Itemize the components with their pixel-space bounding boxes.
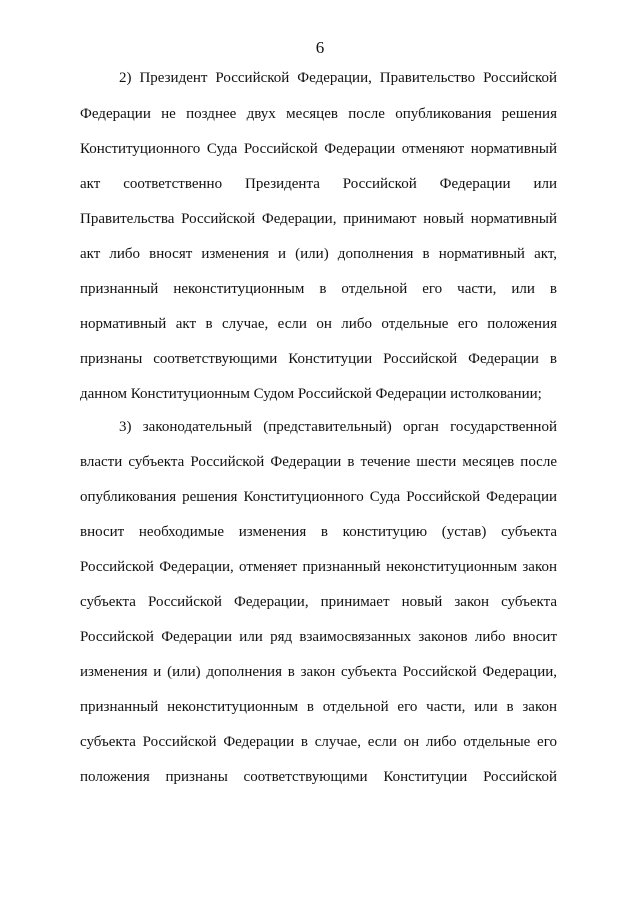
text-line: данном Конституционным Судом Российской Федерации истолковании; <box>80 386 542 402</box>
text-line: субъекта Российской Федерации, принимает новый закон субъекта <box>80 594 557 610</box>
text-line: изменения и (или) дополнения в закон субъекта Российской Федерации, <box>80 664 557 680</box>
text-line: Правительства Российской Федерации, принимают новый нормативный <box>80 211 557 227</box>
text-line: власти субъекта Российской Федерации в течение шести месяцев после <box>80 454 557 470</box>
text-line: признанный неконституционным в отдельной его части, или в закон <box>80 699 557 715</box>
text-line: 2) Президент Российской Федерации, Правительство Российской <box>119 70 557 86</box>
text-line: нормативный акт в случае, если он либо отдельные его положения <box>80 316 557 332</box>
text-line: вносит необходимые изменения в конституцию (устав) субъекта <box>80 524 557 540</box>
text-line: Федерации не позднее двух месяцев после опубликования решения <box>80 106 557 122</box>
text-line: Конституционного Суда Российской Федерации отменяют нормативный <box>80 141 557 157</box>
text-line: акт соответственно Президента Российской Федерации или <box>80 176 557 192</box>
text-line: опубликования решения Конституционного Суда Российской Федерации <box>80 489 557 505</box>
text-line: 3) законодательный (представительный) орган государственной <box>119 419 557 435</box>
text-line: признанный неконституционным в отдельной его части, или в <box>80 281 557 297</box>
text-line: признаны соответствующими Конституции Российской Федерации в <box>80 351 557 367</box>
text-line: Российской Федерации, отменяет признанный неконституционным закон <box>80 559 557 575</box>
text-line: субъекта Российской Федерации в случае, если он либо отдельные его <box>80 734 557 750</box>
text-line: положения признаны соответствующими Конституции Российской <box>80 769 557 785</box>
text-line: Российской Федерации или ряд взаимосвязанных законов либо вносит <box>80 629 557 645</box>
page-number: 6 <box>315 38 325 57</box>
text-line: акт либо вносят изменения и (или) дополнения в нормативный акт, <box>80 246 557 262</box>
